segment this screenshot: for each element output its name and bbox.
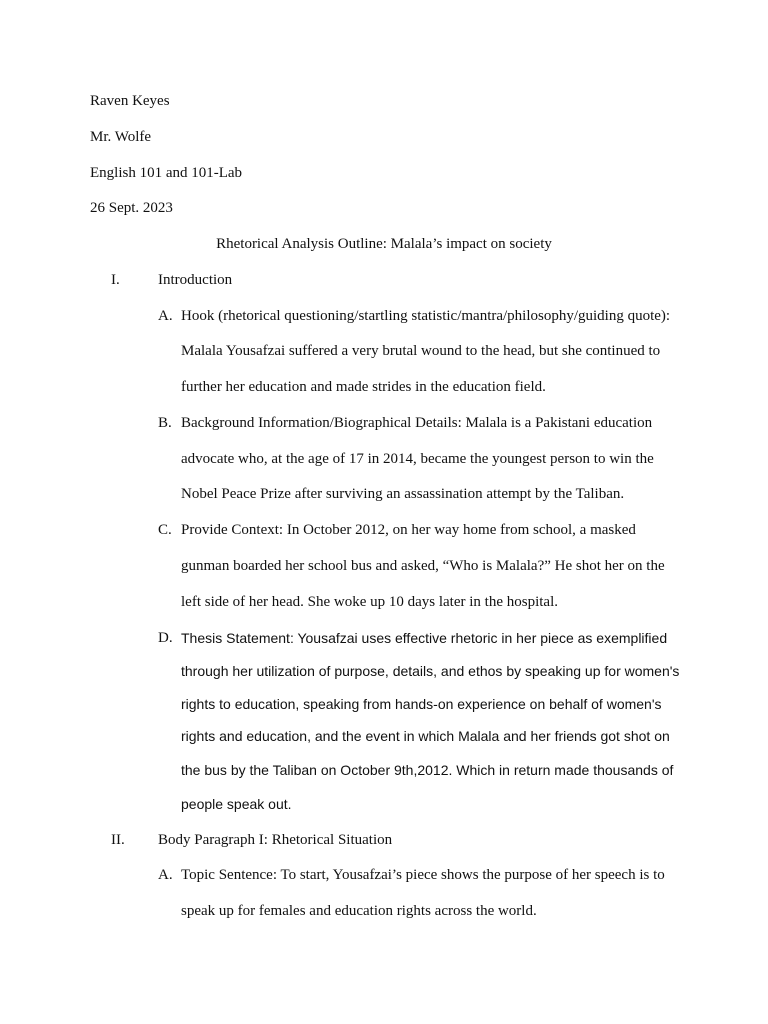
item-line: left side of her head. She woke up 10 days later in the hospital. — [181, 594, 558, 610]
student-name: Raven Keyes — [90, 93, 170, 109]
document-title: Rhetorical Analysis Outline: Malala’s impact on society — [216, 236, 552, 252]
item-letter: B. — [158, 415, 172, 431]
section-numeral: II. — [111, 832, 125, 848]
document-date: 26 Sept. 2023 — [90, 200, 173, 216]
item-line: advocate who, at the age of 17 in 2014, became the youngest person to win the — [181, 451, 654, 467]
item-line: Hook (rhetorical questioning/startling statistic/mantra/philosophy/guiding quote): — [181, 308, 671, 324]
section-numeral: I. — [111, 272, 120, 288]
item-line: gunman boarded her school bus and asked, “Who is Malala?” He shot her on the — [181, 558, 665, 574]
item-line: through her utilization of purpose, details, and ethos by speaking up for women's — [181, 663, 680, 679]
section-title: Body Paragraph I: Rhetorical Situation — [158, 832, 393, 848]
item-line: Nobel Peace Prize after surviving an assassination attempt by the Taliban. — [181, 486, 625, 502]
item-line: further her education and made strides in the education field. — [181, 379, 546, 395]
item-line: speak up for females and education rights across the world. — [181, 903, 537, 919]
item-line: Background Information/Biographical Details: Malala is a Pakistani education — [181, 415, 653, 431]
item-line: rights to education, speaking from hands-on experience on behalf of women's — [181, 696, 662, 712]
item-line: Malala Yousafzai suffered a very brutal wound to the head, but she continued to — [181, 343, 661, 359]
course-name: English 101 and 101-Lab — [90, 165, 243, 181]
item-line: Topic Sentence: To start, Yousafzai’s piece shows the purpose of her speech is to — [181, 867, 665, 883]
instructor-name: Mr. Wolfe — [90, 129, 152, 145]
item-letter: D. — [158, 630, 173, 646]
item-line: the bus by the Taliban on October 9th,2012. Which in return made thousands of — [181, 762, 674, 778]
item-letter: A. — [158, 867, 173, 883]
item-line: Thesis Statement: Yousafzai uses effective rhetoric in her piece as exemplified — [181, 630, 668, 646]
item-line: rights and education, and the event in which Malala and her friends got shot on — [181, 728, 670, 744]
item-line: people speak out. — [181, 796, 292, 812]
item-letter: A. — [158, 308, 173, 324]
item-line: Provide Context: In October 2012, on her way home from school, a masked — [181, 522, 636, 538]
item-letter: C. — [158, 522, 172, 538]
section-title: Introduction — [158, 272, 233, 288]
